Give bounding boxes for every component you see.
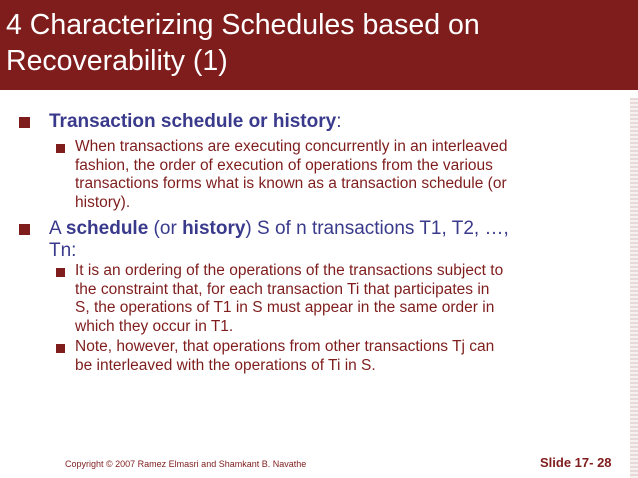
text-or: (or [148, 218, 183, 239]
text-line: It is an ordering of the operations of the transactions subject to [75, 262, 504, 279]
sub-bullet-square-icon [56, 268, 65, 277]
footer-copyright: Copyright © 2007 Ramez Elmasri and Shamkant B. Navathe [65, 459, 307, 469]
text-line: transactions forms what is known as a transaction schedule (or [75, 175, 507, 192]
slide-title [6, 7, 606, 79]
text-line: history). [75, 193, 131, 211]
colon: : [336, 111, 342, 132]
text-line: be interleaved with the operations of Ti in S. [75, 356, 376, 374]
text-line: When transactions are executing concurrently in an interleaved [75, 138, 508, 155]
bullet-transaction-schedule [49, 111, 341, 133]
text-a: A [49, 218, 66, 239]
bullet-square-icon [19, 224, 30, 235]
text-line: Note, however, that operations from other transactions Tj can [75, 338, 495, 355]
bullet-square-icon [19, 117, 30, 128]
text-line: S, the operations of T1 in S must appear in the same order in [75, 299, 495, 316]
sub-bullet-square-icon [56, 144, 65, 153]
slide-title-line-2: Recoverability (1) [6, 45, 228, 77]
text-line: fashion, the order of execution of operations from the various [75, 156, 493, 174]
slide-title-line-1: 4 Characterizing Schedules based on [6, 9, 480, 41]
term-transaction-schedule: Transaction schedule or history [49, 111, 337, 132]
bullet-schedule-definition [49, 218, 509, 240]
text-line: Tn: [49, 240, 77, 261]
text-line: which they occur in T1. [75, 317, 234, 335]
term-history: history [182, 218, 246, 239]
term-schedule: schedule [65, 218, 149, 239]
text-rest: ) S of n transactions T1, T2, …, [245, 218, 509, 239]
decorative-side-strip [630, 98, 638, 478]
text-line: the constraint that, for each transaction Ti that participates in [75, 280, 490, 298]
sub-bullet-square-icon [56, 344, 65, 353]
footer-slide-number: Slide 17- 28 [540, 455, 612, 470]
